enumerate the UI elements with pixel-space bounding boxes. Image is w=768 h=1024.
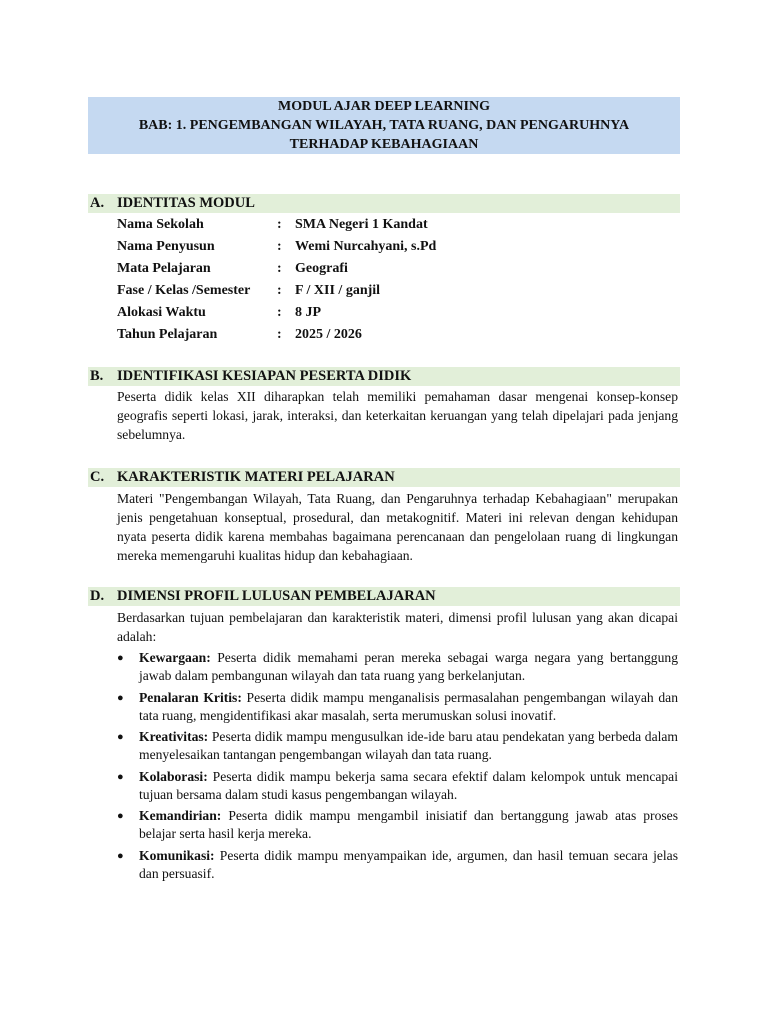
identity-sep: : <box>277 283 282 298</box>
identity-sep: : <box>277 305 282 320</box>
item-desc: Peserta didik mampu menganalisis permasalahan pengembangan wilayah dan tata ruang, mengidentifikasi akar masalah, serta merumuskan solusi inovatif. <box>139 689 678 723</box>
bullet-icon: ● <box>117 849 124 862</box>
item-term: Kewargaan: <box>139 650 211 665</box>
section-c-paragraph: Materi "Pengembangan Wilayah, Tata Ruang, dan Pengaruhnya terhadap Kebahagiaan" merupakan jenis pengetahuan konseptual, prosedural, dan metakognitif. Materi ini relevan dengan kehidupan nyata peserta didik karena membahas bagaimana perencanaan dan pengelolaan ruang di lingkungan mereka memengaruhi kualitas hidup dan kebahagiaan. <box>117 491 678 563</box>
identity-value: Geografi <box>295 261 348 276</box>
bullet-icon: ● <box>117 652 124 664</box>
list-item <box>117 728 678 764</box>
section-c-title: KARAKTERISTIK MATERI PELAJARAN <box>117 469 395 485</box>
item-term: Penalaran Kritis: <box>139 689 242 705</box>
identity-key: Alokasi Waktu <box>117 305 206 320</box>
section-c-letter: C. <box>90 469 105 485</box>
identity-sep: : <box>277 239 282 254</box>
item-desc: Peserta didik mampu bekerja sama secara efektif dalam kelompok untuk mencapai tujuan bersama dalam studi kasus pengembangan wilayah. <box>139 768 678 802</box>
identity-row-school <box>117 214 617 236</box>
list-item <box>117 807 678 843</box>
section-d-intro: Berdasarkan tujuan pembelajaran dan karakteristik materi, dimensi profil lulusan yang akan dicapai adalah: <box>117 610 678 644</box>
item-desc: Peserta didik mampu mengambil inisiatif dan bertanggung jawab atas proses belajar serta hasil kerja mereka. <box>139 808 678 841</box>
title-box <box>88 97 680 154</box>
identity-key: Fase / Kelas /Semester <box>117 283 251 298</box>
bullet-icon: ● <box>117 810 124 822</box>
bullet-icon: ● <box>117 770 124 783</box>
chapter-title-line2: TERHADAP KEBAHAGIAAN <box>289 137 479 152</box>
list-item <box>117 847 678 883</box>
section-a-letter: A. <box>90 195 105 211</box>
list-item <box>117 689 678 725</box>
identity-key: Nama Penyusun <box>117 239 215 254</box>
section-d-title: DIMENSI PROFIL LULUSAN PEMBELAJARAN <box>117 588 436 604</box>
identity-value: 2025 / 2026 <box>295 327 362 342</box>
item-term: Kreativitas: <box>139 729 209 744</box>
section-a-title: IDENTITAS MODUL <box>117 195 255 211</box>
identity-value: 8 JP <box>295 305 322 320</box>
list-item <box>117 649 678 685</box>
profile-dimension-list <box>117 649 678 886</box>
section-b-title: IDENTIFIKASI KESIAPAN PESERTA DIDIK <box>117 368 412 384</box>
section-d-heading <box>88 587 680 606</box>
item-term: Kemandirian: <box>139 808 222 823</box>
identity-sep: : <box>277 217 282 232</box>
identity-value: SMA Negeri 1 Kandat <box>295 217 428 232</box>
identity-sep: : <box>277 327 282 342</box>
bullet-icon: ● <box>117 731 124 743</box>
chapter-title-line1: BAB: 1. PENGEMBANGAN WILAYAH, TATA RUANG, DAN PENGARUHNYA <box>138 118 630 133</box>
item-desc: Peserta didik memahami peran mereka sebagai warga negara yang bertanggung jawab dalam pembangunan wilayah dan tata ruang yang berkelanjutan. <box>139 650 678 683</box>
section-a-heading <box>88 194 680 213</box>
identity-row-subject <box>117 258 617 280</box>
section-b-heading <box>88 367 680 386</box>
identity-value: Wemi Nurcahyani, s.Pd <box>295 239 437 254</box>
identity-row-phase <box>117 280 617 302</box>
section-c-heading <box>88 468 680 487</box>
identity-key: Mata Pelajaran <box>117 261 211 276</box>
identity-key: Tahun Pelajaran <box>117 327 218 342</box>
list-item <box>117 768 678 804</box>
identity-row-time <box>117 302 617 324</box>
item-term: Kolaborasi: <box>139 768 208 784</box>
identity-value: F / XII / ganjil <box>295 283 381 298</box>
section-b-letter: B. <box>90 368 104 384</box>
item-term: Komunikasi: <box>139 847 215 863</box>
identity-key: Nama Sekolah <box>117 217 204 232</box>
identity-row-year <box>117 324 617 346</box>
identity-sep: : <box>277 261 282 276</box>
item-desc: Peserta didik mampu menyampaikan ide, argumen, dan hasil temuan secara jelas dan persuasif. <box>139 847 678 881</box>
identity-row-author <box>117 236 617 258</box>
section-b-paragraph: Peserta didik kelas XII diharapkan telah memiliki pemahaman dasar mengenai konsep-konsep geografis seperti lokasi, jarak, interaksi, dan keterkaitan keruangan yang telah dipelajari pada jenjang sebelumnya. <box>117 389 678 442</box>
section-d-letter: D. <box>90 588 105 604</box>
module-title: MODUL AJAR DEEP LEARNING <box>278 99 490 114</box>
bullet-icon: ● <box>117 691 124 704</box>
item-desc: Peserta didik mampu mengusulkan ide-ide baru atau pendekatan yang berbeda dalam menyelesaikan tantangan pengembangan wilayah dan tata ruang. <box>139 729 678 762</box>
